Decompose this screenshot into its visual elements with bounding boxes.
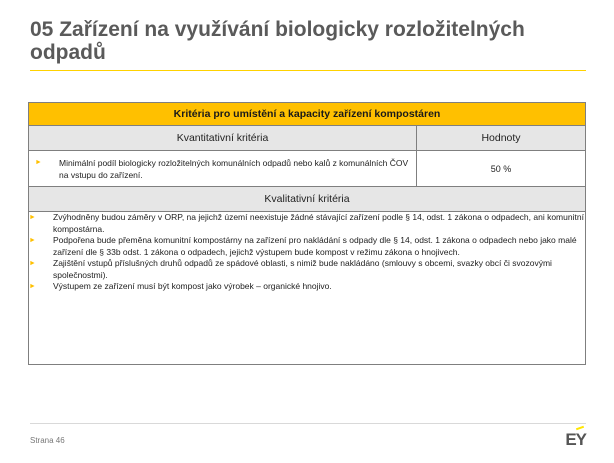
- criterion-text: Zvýhodněny budou záměry v ORP, na jejichž území neexistuje žádné stávající zařízení podle § 14, odst. 1 zákona o odpadech, ani komunitní kompostárna.: [53, 212, 584, 234]
- footer-divider: [30, 423, 586, 424]
- quantitative-criterion-cell: [29, 151, 417, 187]
- list-item: [29, 212, 585, 235]
- list-item: [29, 235, 585, 258]
- bullet-icon: ►: [35, 158, 42, 166]
- list-item: [29, 258, 585, 281]
- qualitative-list: [29, 212, 585, 293]
- bullet-icon: ►: [29, 283, 36, 290]
- values-header: Hodnoty: [417, 126, 586, 151]
- criterion-text: Minimální podíl biologicky rozložitelných komunálních odpadů nebo kalů z komunálních ČOV na vstupu do zařízení.: [59, 157, 409, 180]
- criterion-text: Zajištění vstupů příslušných druhů odpadů ze spádové oblasti, s nimiž bude nakládáno (smlouvy s obcemi, svazky obcí či svozovými společnostmi).: [53, 258, 552, 280]
- page-number: Strana 46: [30, 436, 65, 445]
- criteria-table: [28, 102, 586, 365]
- title-underline: [30, 70, 586, 71]
- list-item: [35, 157, 410, 181]
- qualitative-criteria-cell: [29, 212, 586, 365]
- slide-title: 05 Zařízení na využívání biologicky rozložitelných odpadů: [30, 18, 525, 64]
- bullet-icon: ►: [29, 214, 36, 221]
- criterion-value: 50 %: [417, 151, 586, 187]
- list-item: [29, 281, 585, 293]
- bullet-icon: ►: [29, 237, 36, 244]
- table-row: [29, 151, 586, 187]
- bullet-icon: ►: [29, 260, 36, 267]
- table-title: Kritéria pro umístění a kapacity zařízení kompostáren: [29, 103, 586, 126]
- criterion-text: Podpořena bude přeměna komunitní kompostárny na zařízení pro nakládání s odpady dle § 14, odst. 1 zákona o odpadech nebo jako malé zařízení dle § 33b odst. 1 zákona o odpadech, jejichž výstupem bude kompost v režimu zákona o hnojivech.: [53, 235, 577, 257]
- qualitative-header: Kvalitativní kritéria: [29, 187, 586, 212]
- ey-logo: EY: [565, 430, 586, 449]
- quantitative-header: Kvantitativní kritéria: [29, 126, 417, 151]
- criterion-text: Výstupem ze zařízení musí být kompost jako výrobek – organické hnojivo.: [53, 281, 332, 291]
